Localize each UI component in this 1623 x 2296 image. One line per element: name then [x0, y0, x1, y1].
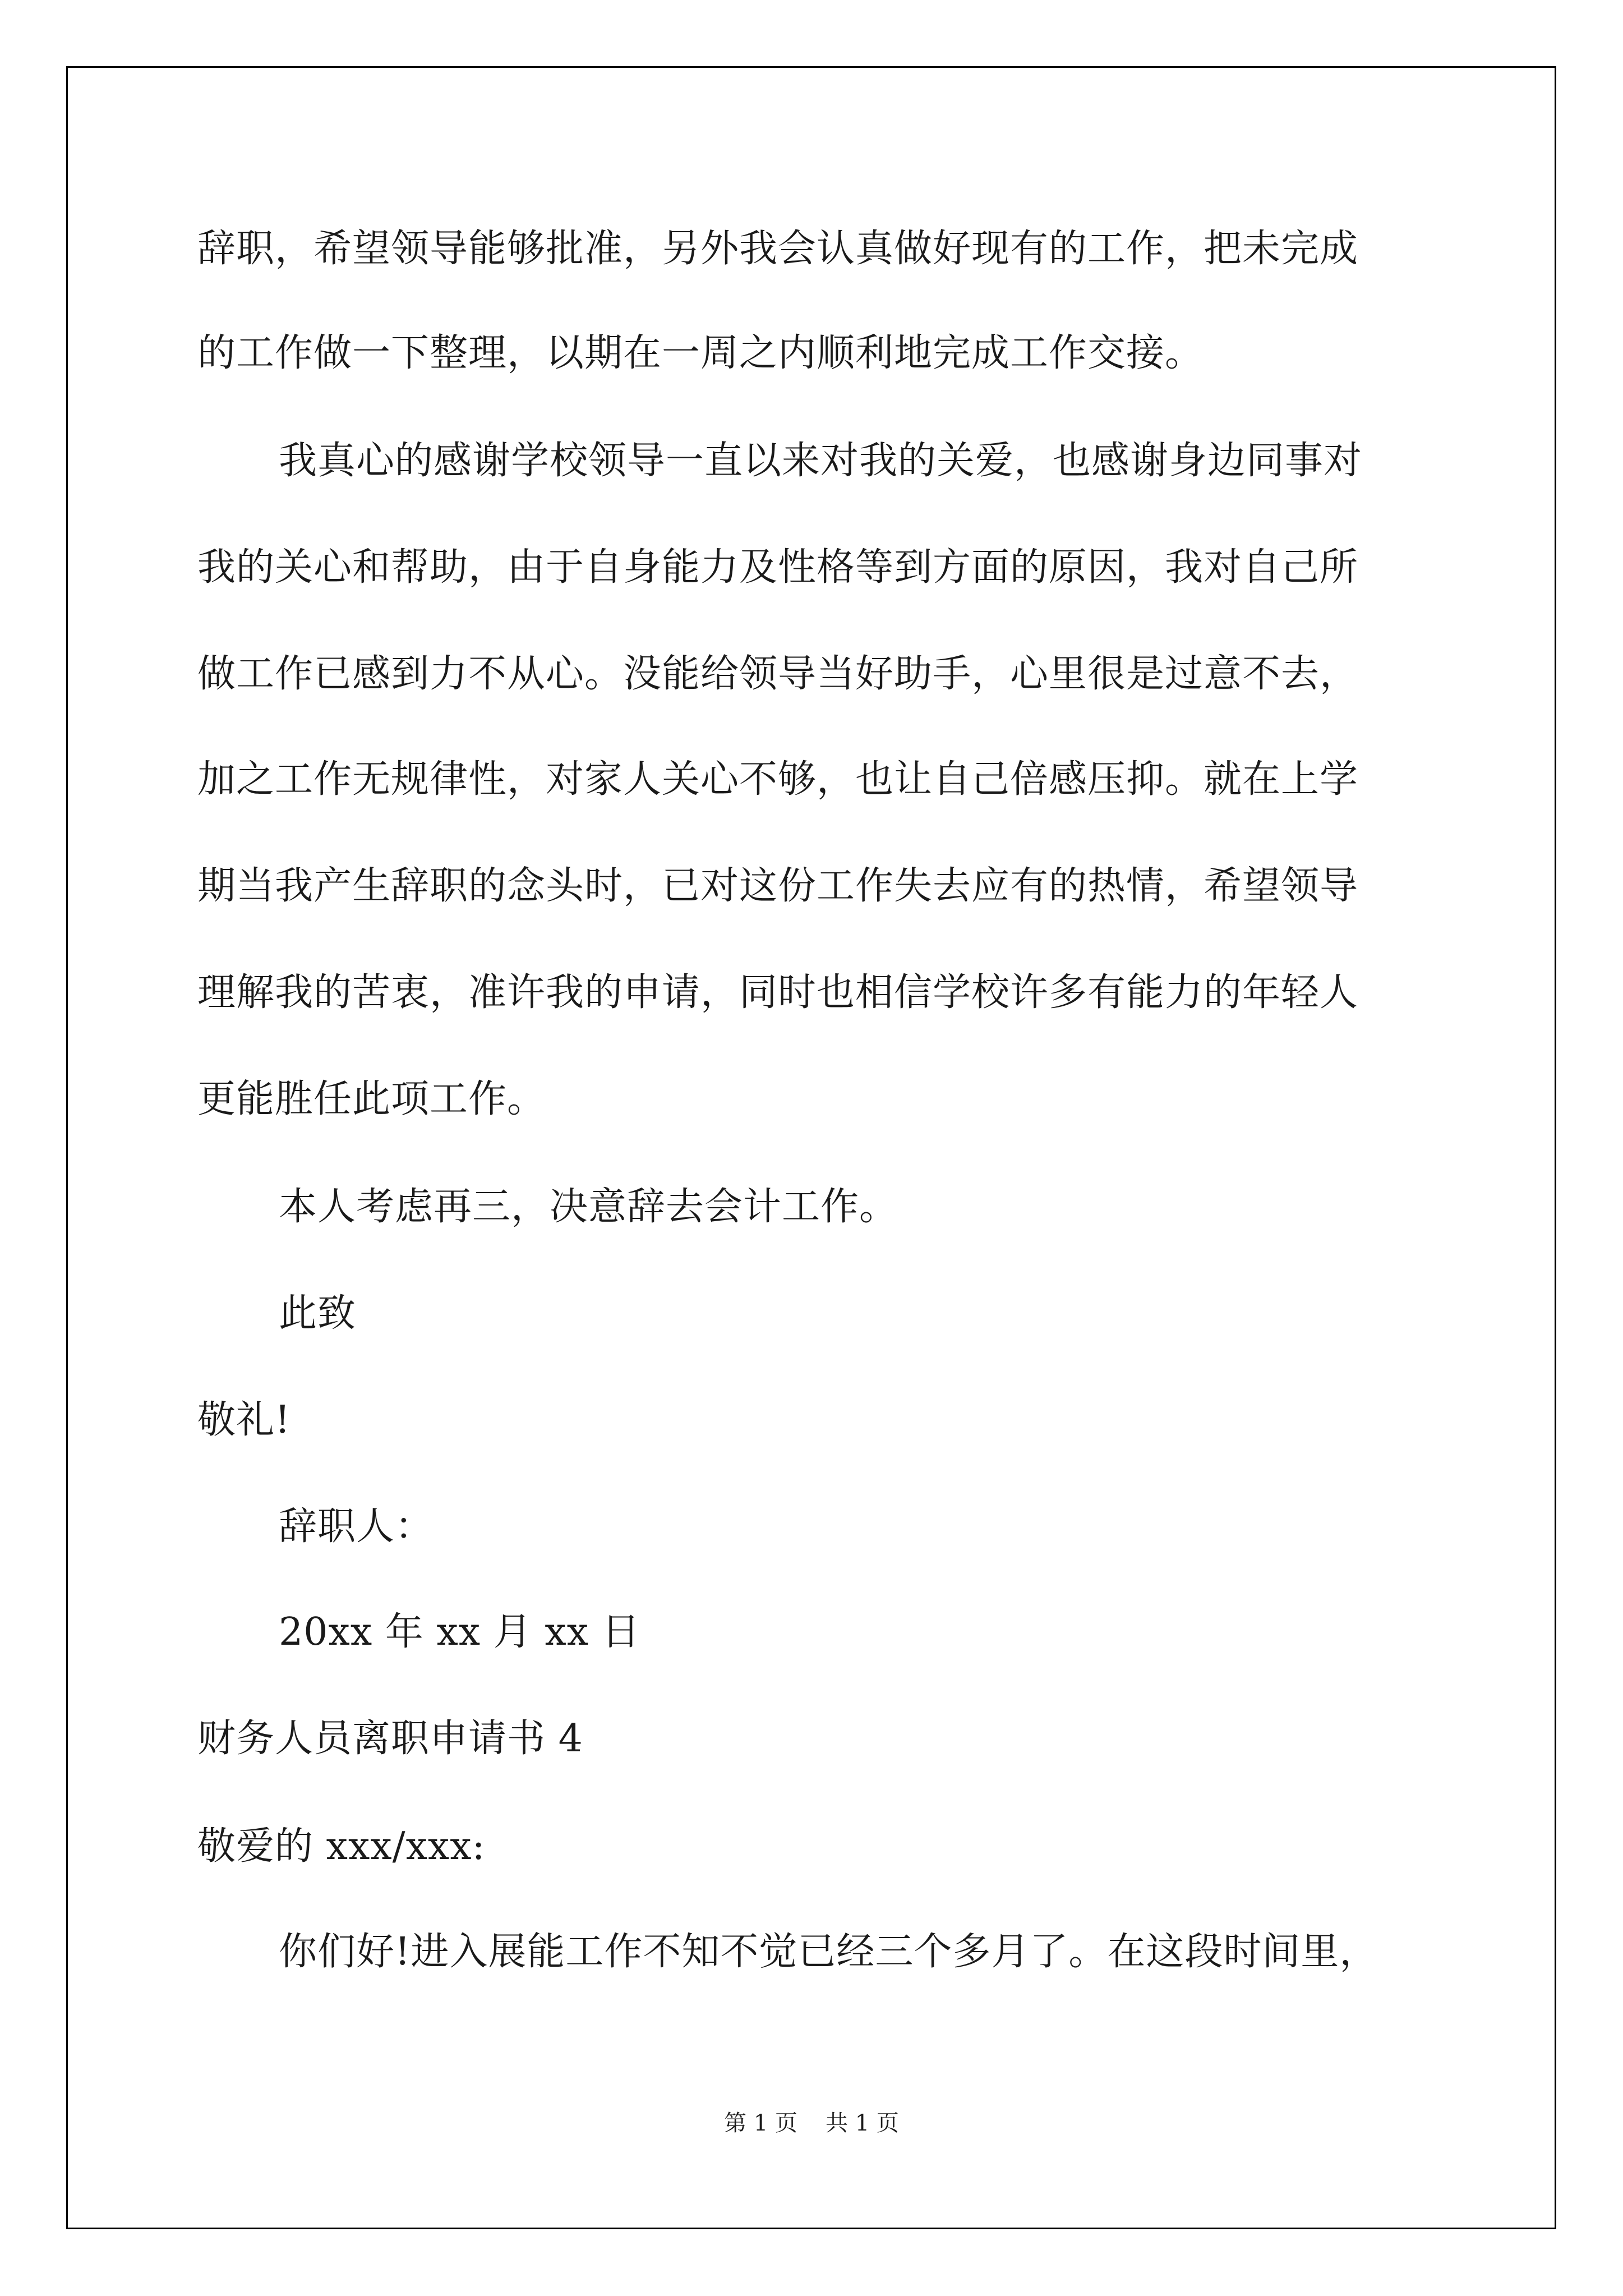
text-line: 加之工作无规律性，对家人关心不够，也让自己倍感压抑。就在上学: [197, 757, 1359, 802]
text-line: 期当我产生辞职的念头时，已对这份工作失去应有的热情，希望领导: [197, 864, 1359, 908]
text-line: 的工作做一下整理，以期在一周之内顺利地完成工作交接。: [197, 331, 1204, 375]
greeting-line: 敬爱的 xxx/xxx:: [197, 1824, 486, 1869]
page-footer: [0, 2109, 1623, 2137]
text-line: 你们好!进入展能工作不知不觉已经三个多月了。在这段时间里，: [279, 1930, 1378, 1974]
text-line: 辞职，希望领导能够批准，另外我会认真做好现有的工作，把未完成: [197, 227, 1359, 271]
closing-line: 此致: [279, 1291, 357, 1336]
page-total: 共 1 页: [826, 2110, 899, 2136]
text-line: 做工作已感到力不从心。没能给领导当好助手，心里很是过意不去，: [197, 652, 1359, 696]
text-line: 我真心的感谢学校领导一直以来对我的关爱，也感谢身边同事对: [279, 439, 1363, 483]
signature-line: 辞职人：: [279, 1504, 434, 1549]
text-line: 本人考虑再三，决意辞去会计工作。: [279, 1185, 898, 1229]
salutation-line: 敬礼!: [197, 1398, 291, 1442]
section-title: 财务人员离职申请书 4: [197, 1717, 583, 1761]
text-line: 更能胜任此项工作。: [197, 1077, 546, 1121]
page-border: [66, 66, 1556, 2229]
text-line: 理解我的苦衷，准许我的申请，同时也相信学校许多有能力的年轻人: [197, 970, 1359, 1015]
date-line: 20xx 年 xx 月 xx 日: [279, 1610, 640, 1654]
text-line: 我的关心和帮助，由于自身能力及性格等到方面的原因，我对自己所: [197, 545, 1359, 590]
page-number: 第 1 页: [724, 2110, 797, 2136]
